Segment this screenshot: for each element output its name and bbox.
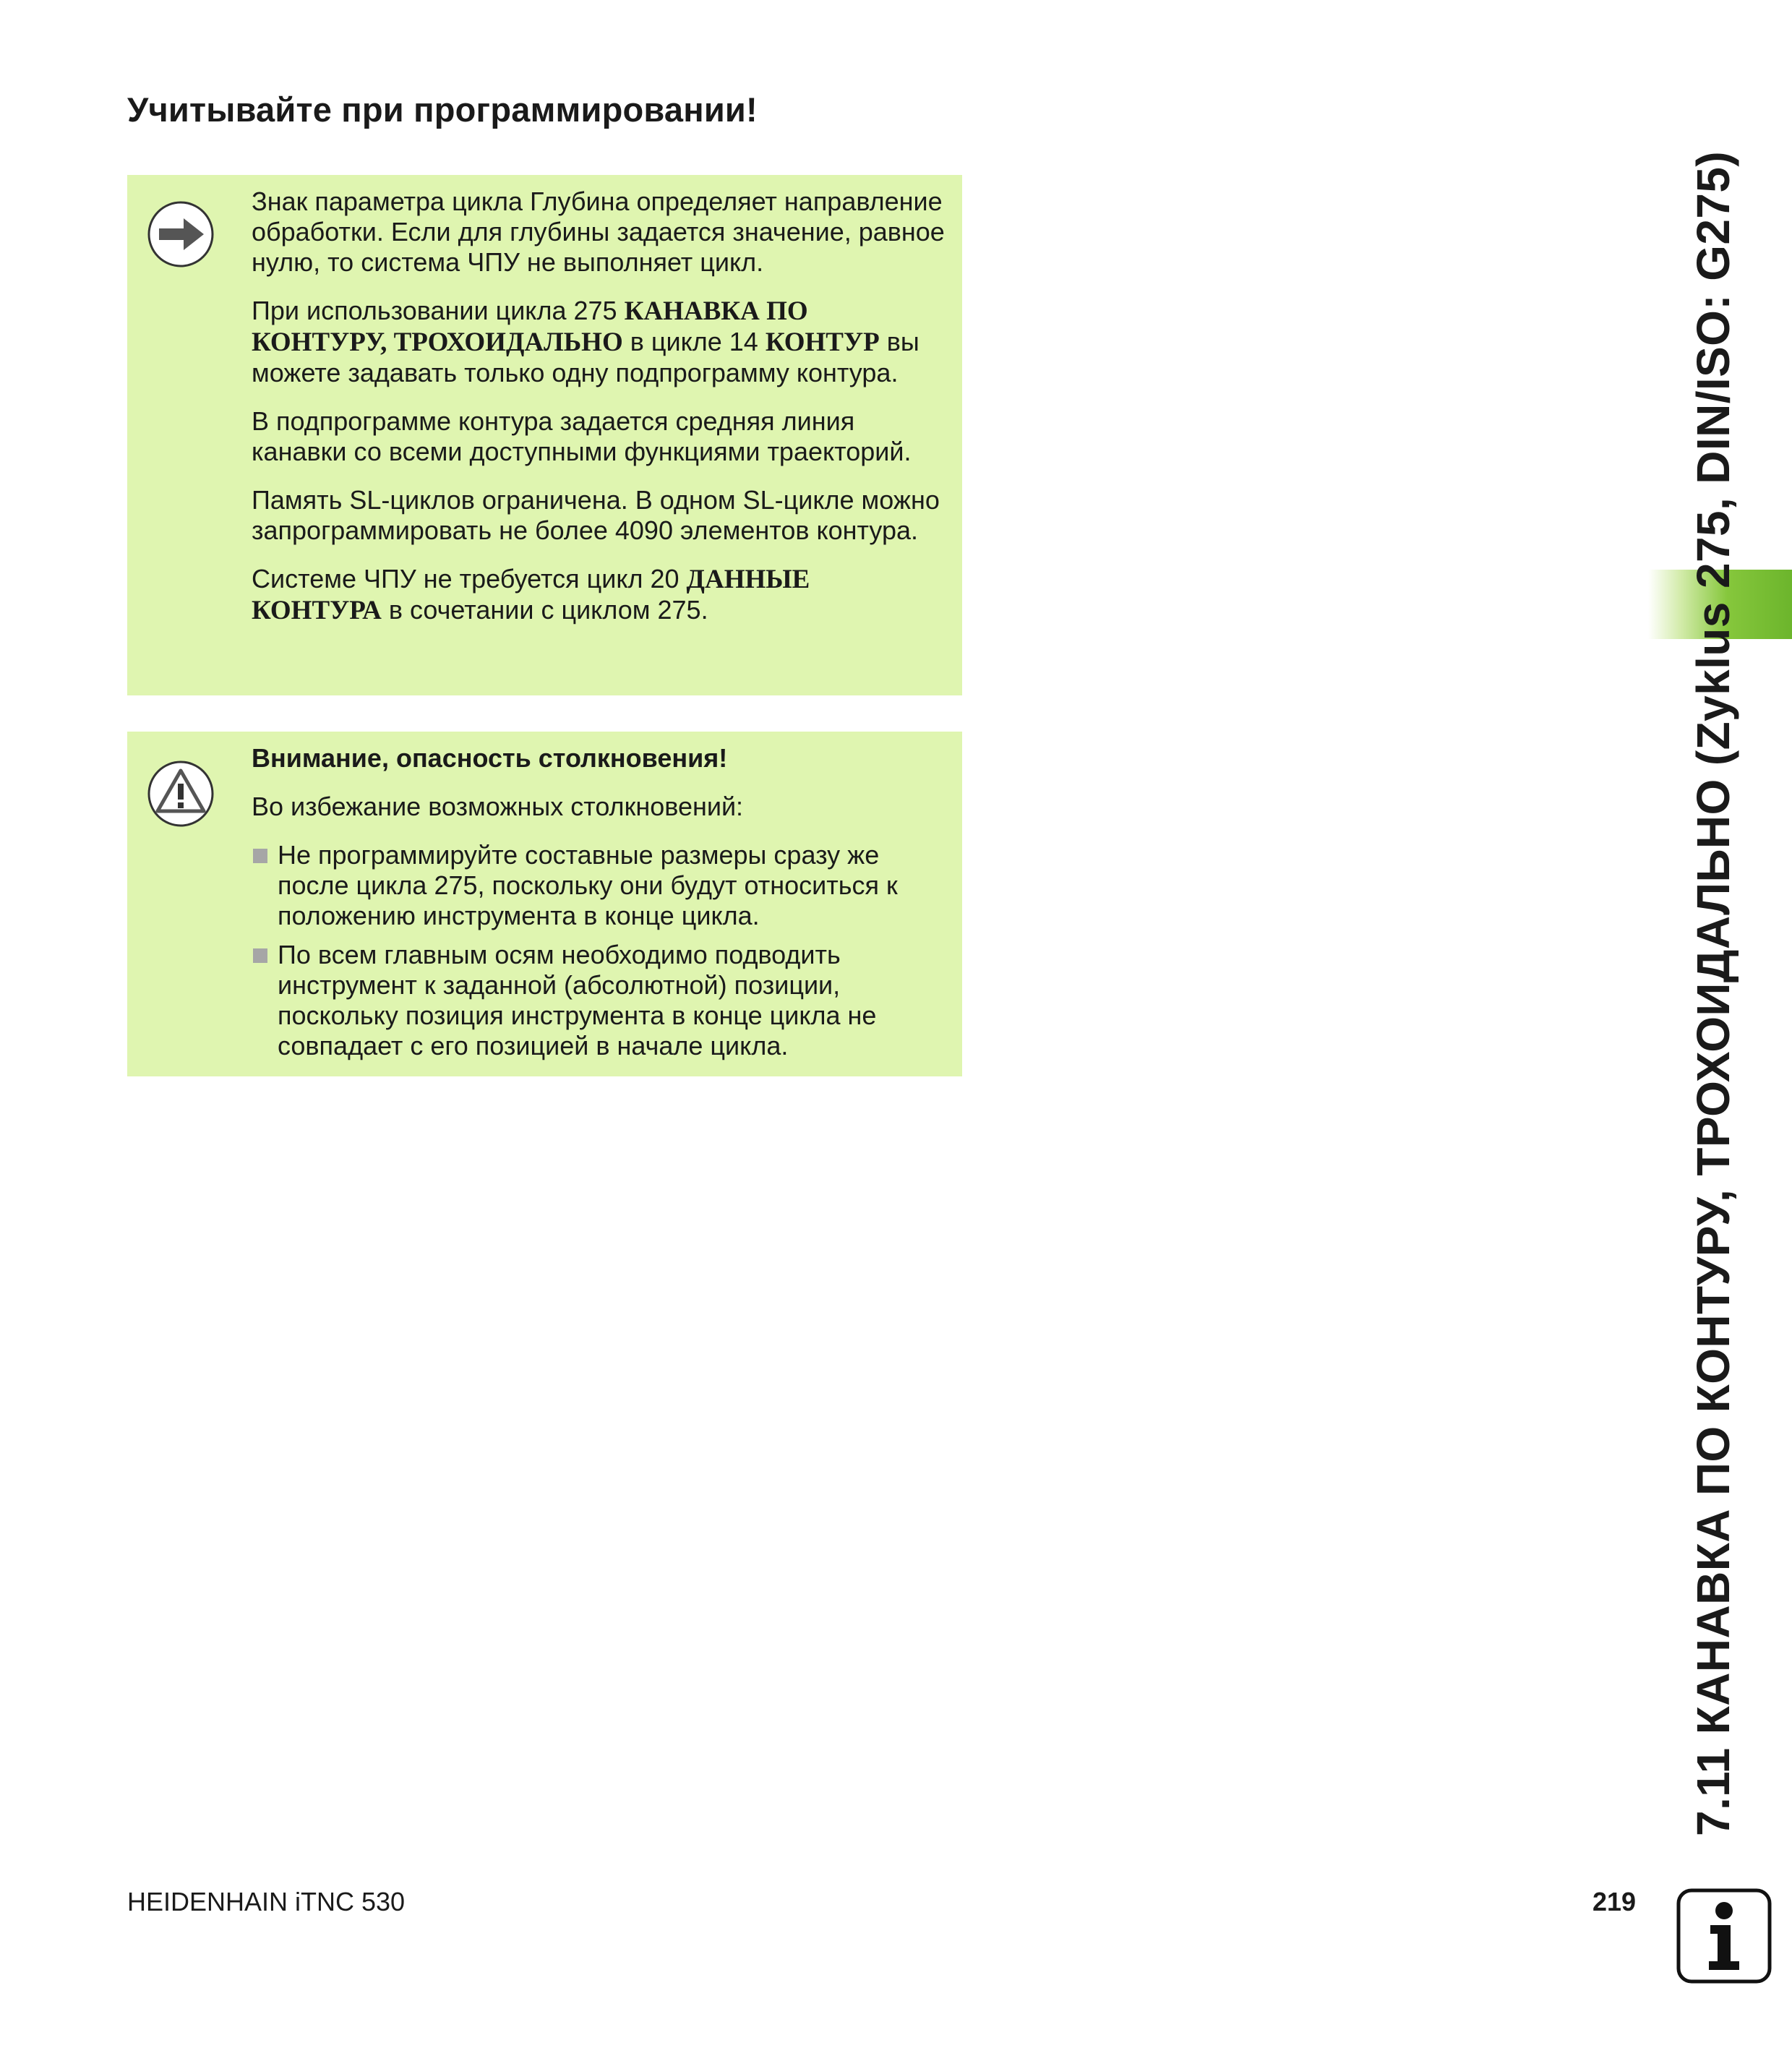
info-note-text [252, 187, 945, 644]
info-paragraph-4: Память SL-циклов ограничена. В одном SL-цикле можно запрограммировать не более 4090 элементов контура. [252, 485, 940, 545]
info-paragraph-1: Знак параметра цикла Глубина определяет направление обработки. Если для глубины задается значение, равное нулю, то система ЧПУ не выполняет цикл. [252, 187, 945, 277]
info-paragraph-5: Системе ЧПУ не требуется цикл 20 ДАННЫЕ КОНТУРА в сочетании с циклом 275. [252, 564, 810, 625]
cycle-name-275: КАНАВКА ПО КОНТУРУ, ТРОХОИДАЛЬНО [252, 296, 808, 357]
info-icon [1676, 1888, 1772, 1984]
footer-product-name: HEIDENHAIN iTNC 530 [127, 1887, 406, 1916]
bullet-square-icon [253, 948, 267, 963]
list-item: По всем главным осям необходимо подводить инструмент к заданной (абсолютной) позиции, поскольку позиция инструмента в конце цикла не совпадает с его позицией в начале цикла. [252, 940, 945, 1061]
warning-note-text [252, 743, 945, 1070]
page-number: 219 [1592, 1887, 1637, 1916]
warning-triangle-icon [146, 759, 215, 828]
info-note [127, 175, 962, 695]
chapter-side-title: 7.11 КАНАВКА ПО КОНТУРУ, ТРОХОИДАЛЬНО (Zyklus 275, DIN/ISO: G275) [1687, 150, 1739, 1836]
cycle-name-20: ДАННЫЕ КОНТУРА [252, 565, 810, 625]
warning-note [127, 732, 962, 1076]
info-paragraph-2: При использовании цикла 275 КАНАВКА ПО КОНТУРУ, ТРОХОИДАЛЬНО в цикле 14 КОНТУР вы можете задавать только одну подпрограмму контура. [252, 296, 919, 387]
warning-intro: Во избежание возможных столкновений: [252, 792, 744, 821]
warning-list [252, 840, 945, 1061]
bullet-square-icon [253, 849, 267, 863]
info-paragraph-3: В подпрограмме контура задается средняя линия канавки со всеми доступными функциями траекторий. [252, 406, 912, 466]
page-heading: Учитывайте при программировании! [127, 90, 758, 129]
warning-title: Внимание, опасность столкновения! [252, 743, 728, 773]
cycle-name-14: КОНТУР [765, 327, 880, 357]
arrow-right-icon [146, 200, 215, 269]
list-item: Не программируйте составные размеры сразу же после цикла 275, поскольку они будут относиться к положению инструмента в конце цикла. [252, 840, 945, 931]
